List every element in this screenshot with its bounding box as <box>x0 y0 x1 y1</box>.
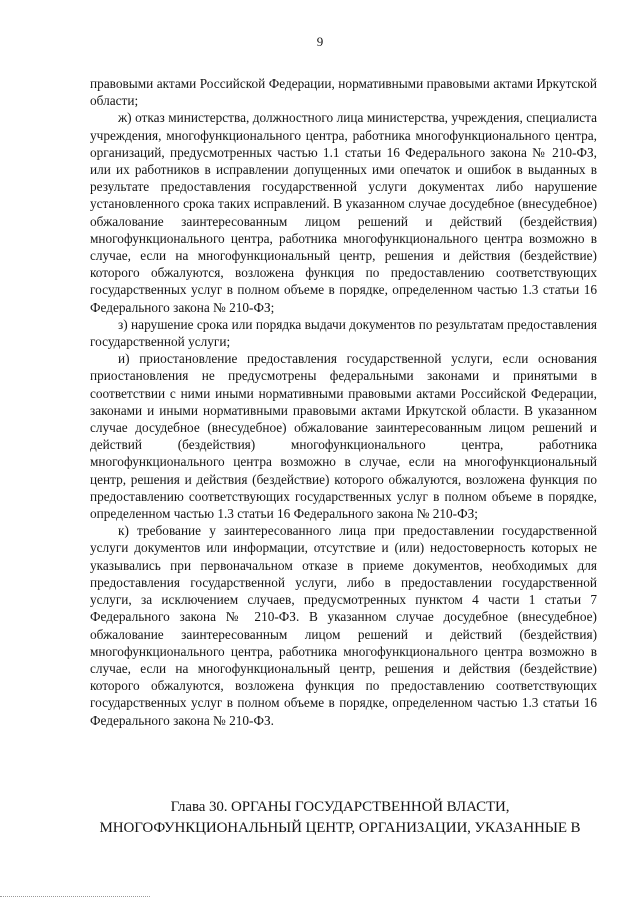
chapter-heading <box>80 797 600 839</box>
paragraph-item-zh: ж) отказ министерства, должностного лица министерства, учреждения, специалиста учреждения, многофункционального центра, работника многофункционального центра, организаций, предусмотренных частью 1.1 статьи 16 Федерального закона № 210-ФЗ, или их работников в исправлении допущенных ими опечаток и ошибок в выданных в результате предоставления государственной услуги документах либо нарушение установленного срока таких исправлений. В указанном случае досудебное (внесудебное) обжалование заинтересованным лицом решений и действий (бездействия) многофункционального центра, работника многофункционального центра возможно в случае, если на многофункциональный центр, решения и действия (бездействие) которого обжалуются, возложена функция по предоставлению соответствующих государственных услуг в полном объеме в порядке, определенном частью 1.3 статьи 16 Федерального закона № 210-ФЗ; <box>90 110 597 315</box>
paragraph-item-z: з) нарушение срока или порядка выдачи документов по результатам предоставления государственной услуги; <box>90 316 597 350</box>
chapter-heading-line-1: Глава 30. ОРГАНЫ ГОСУДАРСТВЕННОЙ ВЛАСТИ, <box>170 799 510 815</box>
footer-divider <box>0 896 150 897</box>
chapter-heading-line-2: МНОГОФУНКЦИОНАЛЬНЫЙ ЦЕНТР, ОРГАНИЗАЦИИ, УКАЗАННЫЕ В <box>99 820 581 836</box>
paragraph-item-k: к) требование у заинтересованного лица при предоставлении государственной услуги документов или информации, отсутствие и (или) недостоверность которых не указывались при первоначальном отказе в приеме документов, необходимых для предоставления государственной услуги, либо в предоставлении государственной услуги, за исключением случаев, предусмотренных пунктом 4 части 1 статьи 7 Федерального закона № 210-ФЗ. В указанном случае досудебное (внесудебное) обжалование заинтересованным лицом решений и действий (бездействия) многофункционального центра, работника многофункционального центра возможно в случае, если на многофункциональный центр, решения и действия (бездействие) которого обжалуются, возложена функция по предоставлению соответствующих государственных услуг в полном объеме в порядке, определенном частью 1.3 статьи 16 Федерального закона № 210-ФЗ. <box>90 523 597 728</box>
paragraph-item-i: и) приостановление предоставления государственной услуги, если основания приостановления не предусмотрены федеральными законами и принятыми в соответствии с ними иными нормативными правовыми актами Российской Федерации, законами и иными нормативными правовыми актами Иркутской области. В указанном случае досудебное (внесудебное) обжалование заинтересованным лицом решений и действий (бездействия) многофункционального центра, работника многофункционального центра возможно в случае, если на многофункциональный центр, решения и действия (бездействие) которого обжалуются, возложена функция по предоставлению соответствующих государственных услуг в полном объеме в порядке, определенном частью 1.3 статьи 16 Федерального закона № 210-ФЗ; <box>90 351 597 522</box>
document-body <box>90 75 597 729</box>
page-number: 9 <box>316 34 324 49</box>
paragraph-continuation: правовыми актами Российской Федерации, нормативными правовыми актами Иркутской области; <box>90 76 597 109</box>
